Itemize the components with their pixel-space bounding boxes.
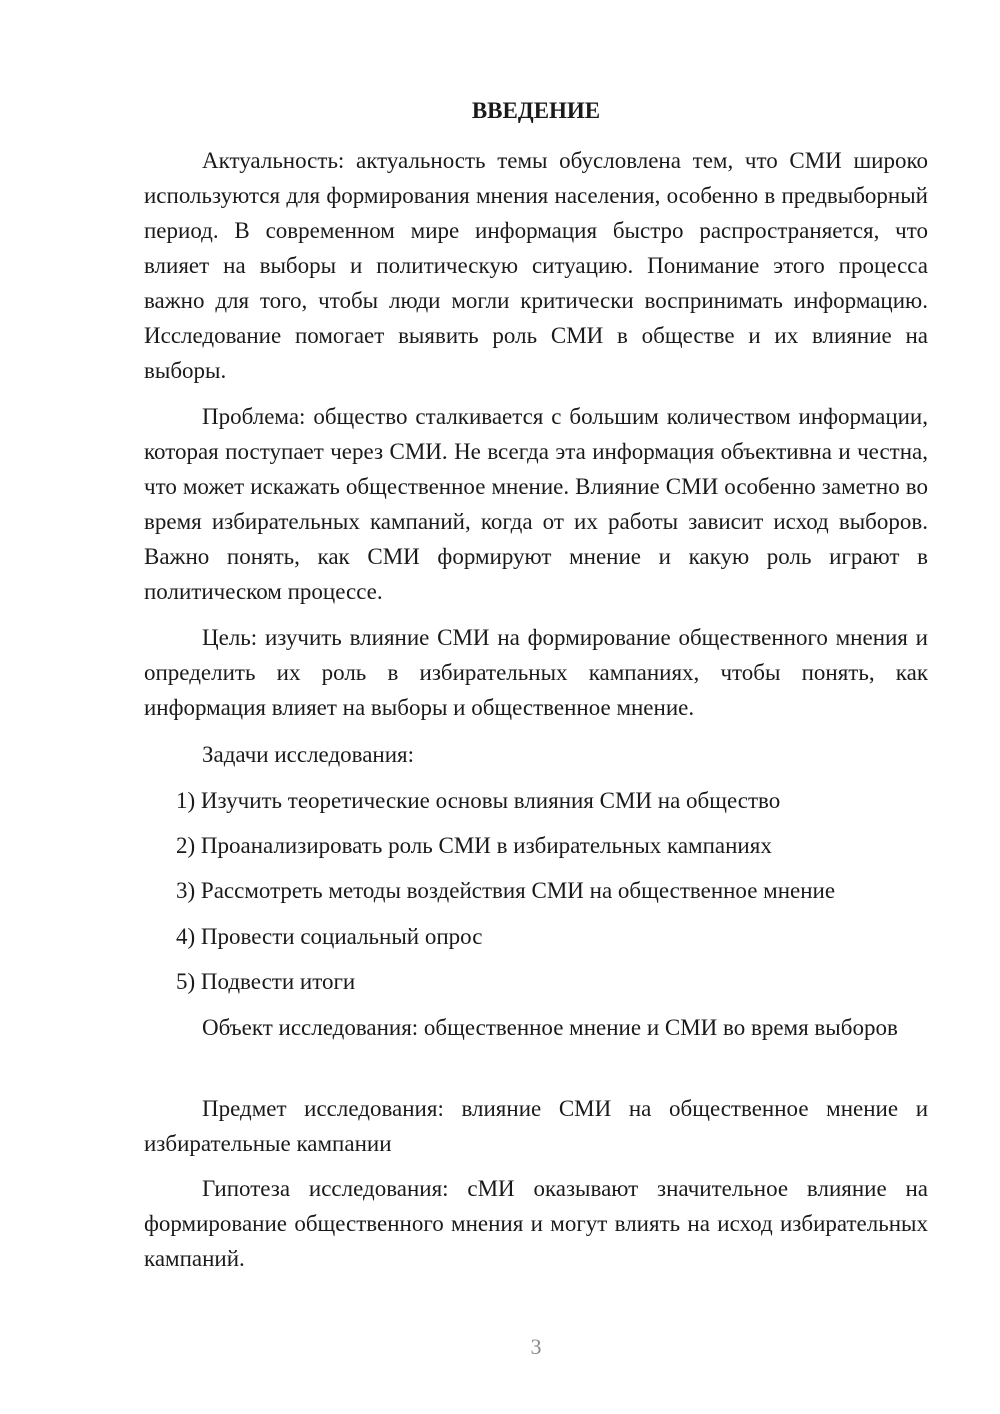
- paragraph-relevance: Актуальность: актуальность темы обусловлена тем, что СМИ широко используются для формирования мнения населения, особенно в предвыборный период. В современном мире информация быстро распространяется, что влияет на выборы и политическую ситуацию. Понимание этого процесса важно для того, чтобы люди могли критически воспринимать информацию. Исследование помогает выявить роль СМИ в обществе и их влияние на выборы.: [144, 148, 928, 383]
- task-item-4: 4) Провести социальный опрос: [176, 924, 483, 949]
- page-title: ВВЕДЕНИЕ: [471, 98, 601, 123]
- page-number: 3: [530, 1334, 542, 1359]
- paragraph-hypothesis: Гипотеза исследования: сМИ оказывают значительное влияние на формирование общественного мнения и могут влиять на исход избирательных кампаний.: [144, 1176, 928, 1271]
- paragraph-goal: Цель: изучить влияние СМИ на формирование общественного мнения и определить их роль в избирательных кампаниях, чтобы понять, как информация влияет на выборы и общественное мнение.: [144, 625, 928, 720]
- paragraph-subject: Предмет исследования: влияние СМИ на общественное мнение и избирательные кампании: [144, 1096, 928, 1156]
- paragraph-problem: Проблема: общество сталкивается с большим количеством информации, которая поступает через СМИ. Не всегда эта информация объективна и честна, что может искажать общественное мнение. Влияние СМИ особенно заметно во время избирательных кампаний, когда от их работы зависит исход выборов. Важно понять, как СМИ формируют мнение и какую роль играют в политическом процессе.: [144, 404, 928, 604]
- task-item-5: 5) Подвести итоги: [176, 969, 356, 994]
- task-item-1: 1) Изучить теоретические основы влияния СМИ на общество: [176, 788, 781, 813]
- task-item-3: 3) Рассмотреть методы воздействия СМИ на общественное мнение: [176, 878, 836, 903]
- tasks-heading: Задачи исследования:: [202, 742, 415, 767]
- paragraph-object: Объект исследования: общественное мнение и СМИ во время выборов: [202, 1015, 898, 1040]
- task-item-2: 2) Проанализировать роль СМИ в избирательных кампаниях: [176, 833, 772, 858]
